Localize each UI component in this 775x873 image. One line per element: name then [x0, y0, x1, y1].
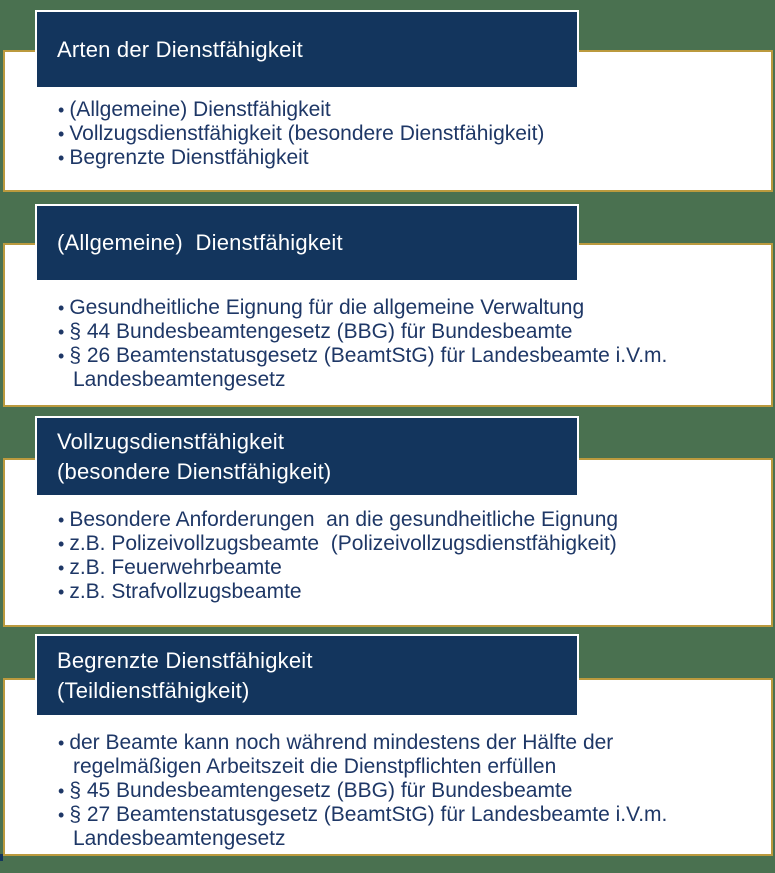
section-header-title: (Allgemeine) Dienstfähigkeit [57, 230, 343, 255]
bullet-icon: • [58, 805, 70, 825]
bullet-item [58, 731, 753, 779]
bullet-text: Landesbeamtengesetz [73, 368, 286, 391]
bullet-item [58, 532, 753, 556]
bullet-text: (Allgemeine) Dienstfähigkeit [69, 98, 331, 121]
bullet-icon: • [58, 534, 70, 554]
bullet-text: § 45 Bundesbeamtengesetz (BBG) für Bundesbeamte [69, 779, 573, 802]
bullet-item [58, 779, 753, 803]
bullet-text: § 44 Bundesbeamtengesetz (BBG) für Bundesbeamte [69, 320, 573, 343]
bullet-text: z.B. Feuerwehrbeamte [69, 556, 282, 579]
bullet-item [58, 146, 753, 170]
bullet-text: regelmäßigen Arbeitszeit die Dienstpflichten erfüllen [73, 755, 557, 778]
bullet-text: der Beamte kann noch während mindestens der Hälfte der [69, 731, 614, 754]
bullet-text: Besondere Anforderungen an die gesundheitliche Eignung [69, 508, 619, 531]
bullet-item [58, 580, 753, 604]
bullet-text: § 27 Beamtenstatusgesetz (BeamtStG) für Landesbeamte i.V.m. [69, 803, 668, 826]
section-header-title: Begrenzte Dienstfähigkeit [57, 647, 313, 673]
bullet-item [58, 122, 753, 146]
bullet-item [58, 556, 753, 580]
bullet-item [58, 508, 753, 532]
bullet-icon: • [58, 124, 70, 144]
section-header-title: (Teildienstfähigkeit) [57, 677, 250, 703]
section-header-box [35, 416, 579, 497]
bullet-icon: • [58, 733, 70, 753]
section-header-box [35, 10, 579, 89]
bullet-icon: • [58, 298, 70, 318]
bullet-text: z.B. Strafvollzugsbeamte [69, 580, 302, 603]
bullet-icon: • [58, 582, 70, 602]
bullet-icon: • [58, 781, 70, 801]
bullet-item [58, 344, 753, 392]
bullet-icon: • [58, 558, 70, 578]
bullet-text: Landesbeamtengesetz [73, 827, 286, 850]
bullet-icon: • [58, 510, 70, 530]
section-header-title: Vollzugsdienstfähigkeit [57, 428, 285, 454]
bullet-item [58, 320, 753, 344]
section-header-title: Arten der Dienstfähigkeit [57, 36, 303, 62]
section-header-box [35, 634, 579, 717]
bullet-icon: • [58, 100, 70, 120]
bullet-text: Gesundheitliche Eignung für die allgemeine Verwaltung [69, 296, 585, 319]
bullet-item [58, 296, 753, 320]
section-header-title: (besondere Dienstfähigkeit) [57, 458, 332, 484]
bullet-item [58, 803, 753, 851]
bullet-text: z.B. Polizeivollzugsbeamte (Polizeivollzugsdienstfähigkeit) [69, 532, 617, 555]
bullet-item [58, 98, 753, 122]
bullet-icon: • [58, 322, 70, 342]
bullet-text: § 26 Beamtenstatusgesetz (BeamtStG) für Landesbeamte i.V.m. [69, 344, 668, 367]
section-header-box [35, 204, 579, 282]
bullet-icon: • [58, 346, 70, 366]
bullet-text: Vollzugsdienstfähigkeit (besondere Dienstfähigkeit) [69, 122, 545, 145]
bullet-text: Begrenzte Dienstfähigkeit [69, 146, 309, 169]
bullet-icon: • [58, 148, 70, 168]
